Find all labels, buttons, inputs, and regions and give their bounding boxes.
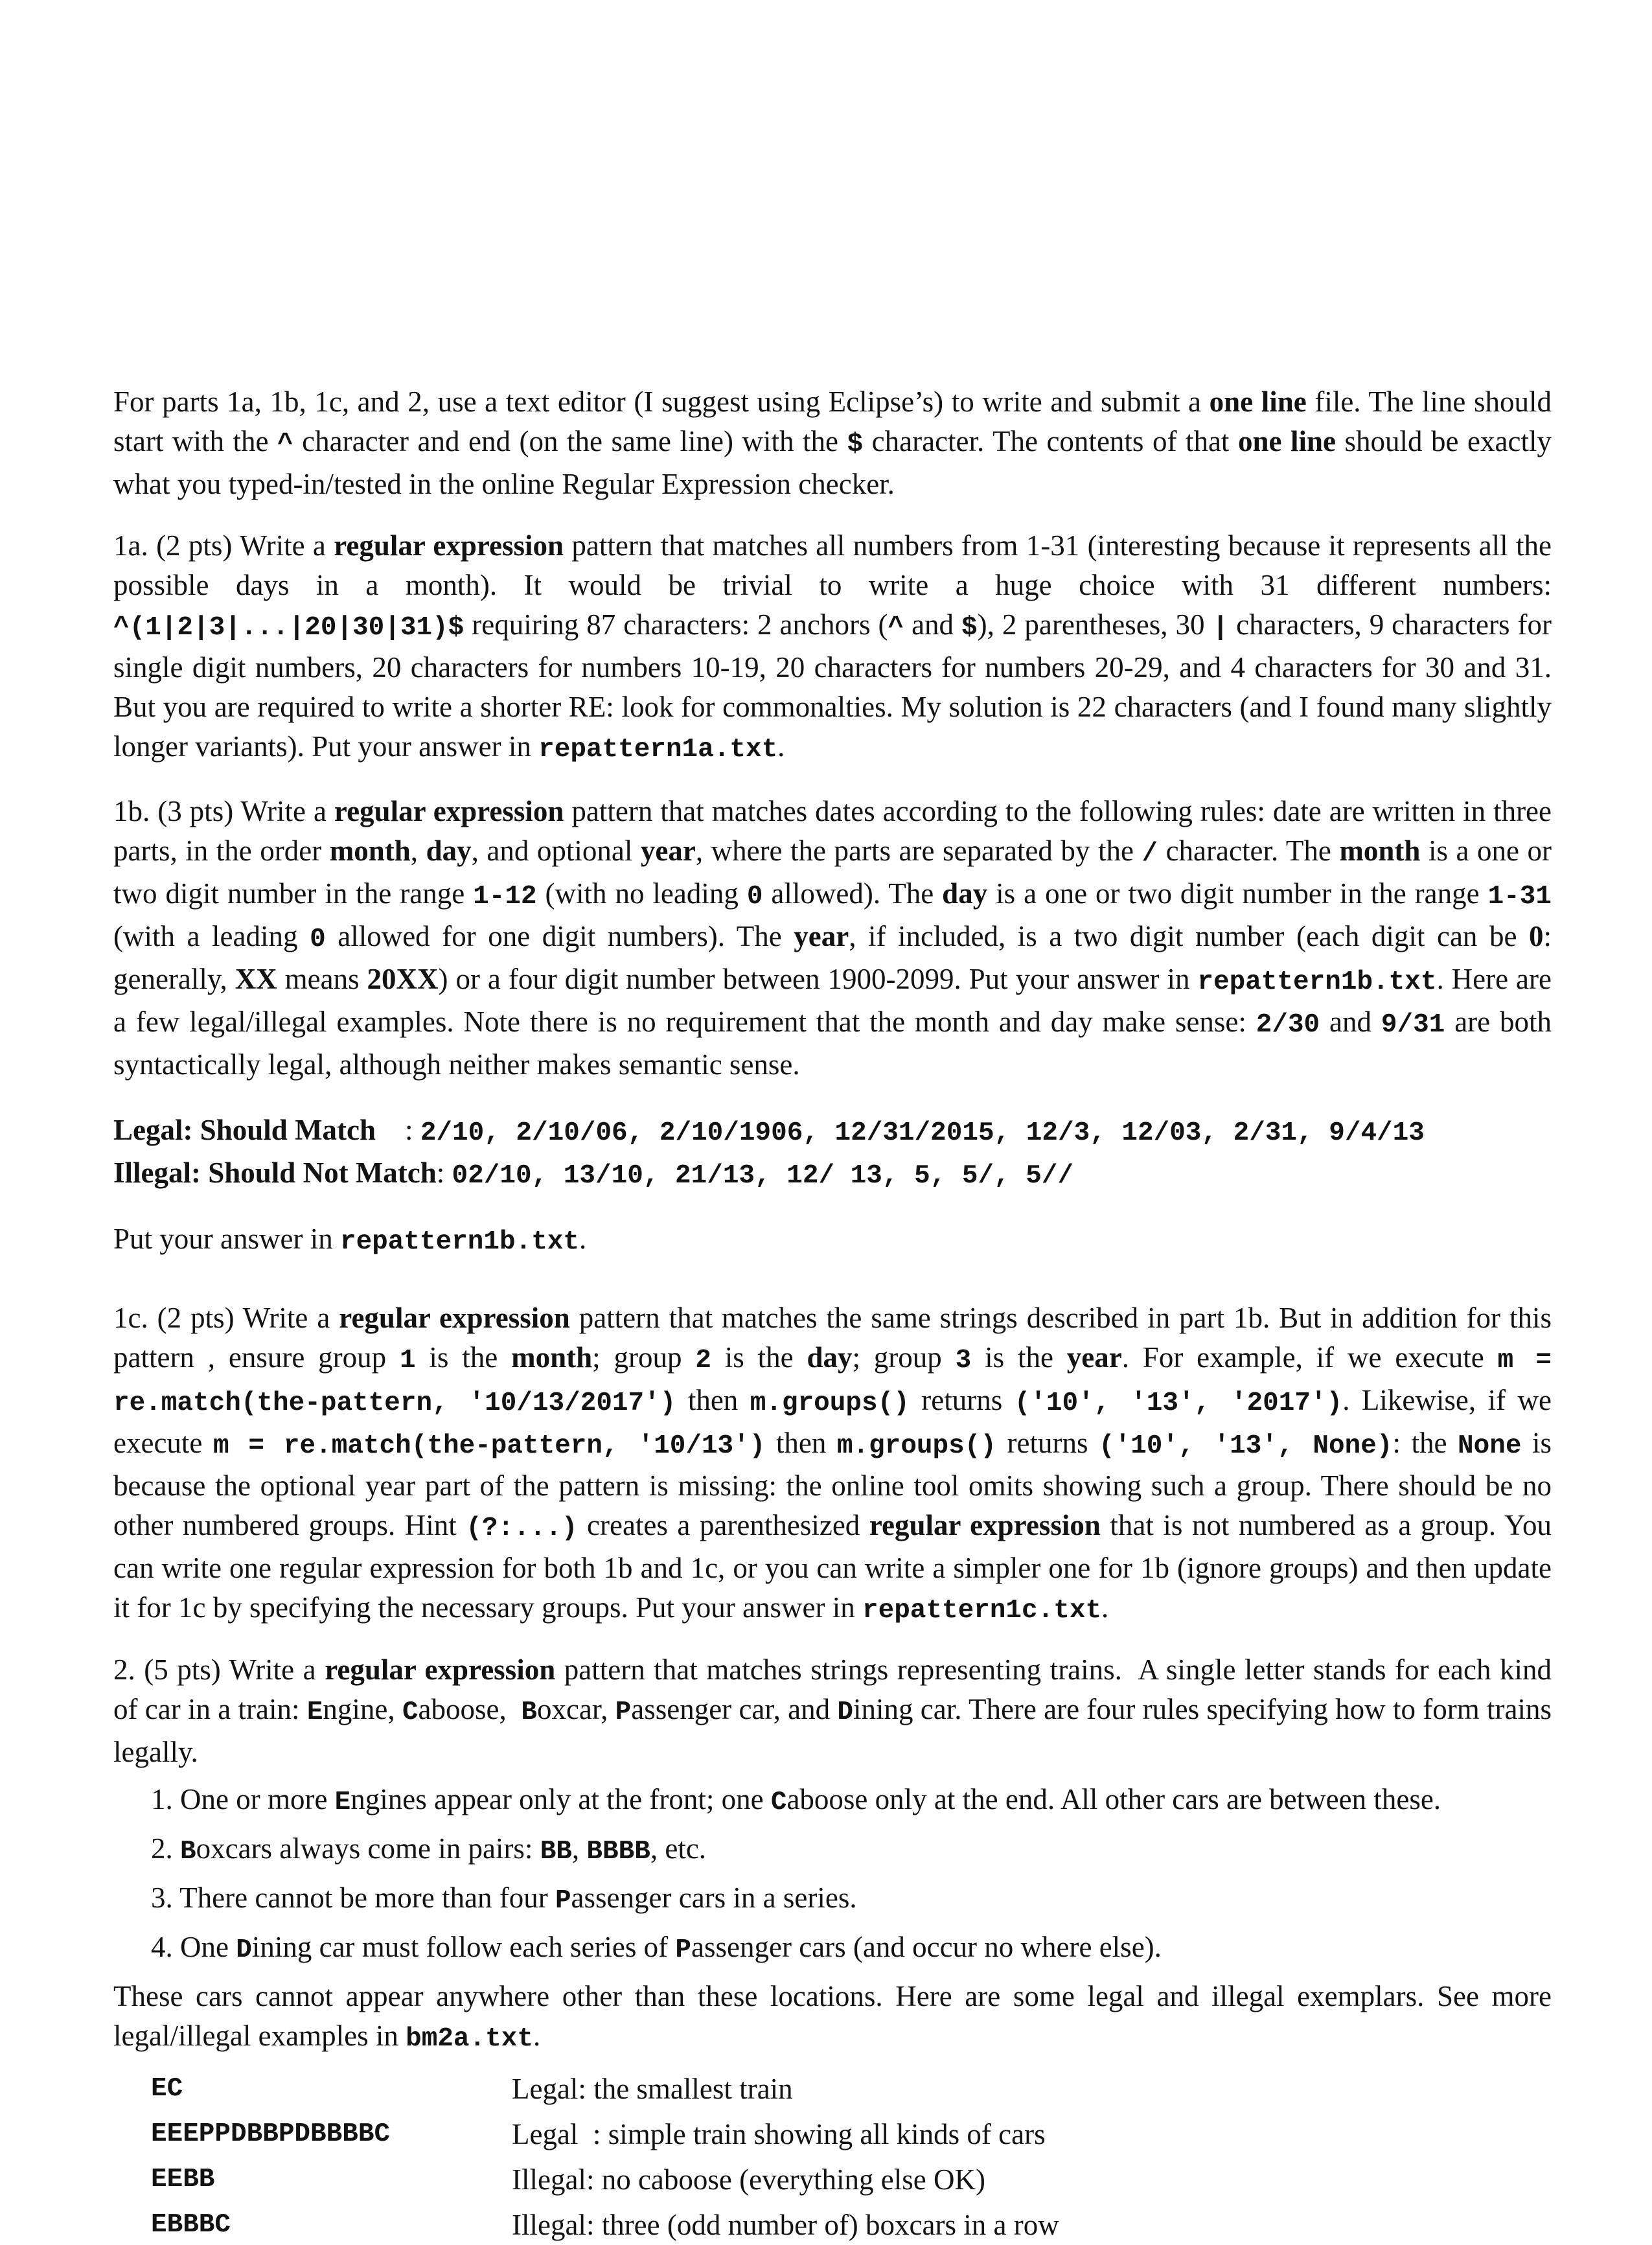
train-rule-4: 4. One Dining car must follow each series of Passenger cars (and occur no where else). <box>151 1931 1162 1965</box>
train-example-row <box>151 2115 1552 2154</box>
train-code: EEBB <box>151 2165 215 2194</box>
put-answer-line: Put your answer in repattern1b.txt. <box>113 1223 587 1257</box>
train-code: EEEPPDBBPDBBBBC <box>151 2119 391 2149</box>
train-code: EBBBC <box>151 2210 231 2240</box>
train-rule-3: 3. There cannot be more than four Passenger cars in a series. <box>151 1882 857 1916</box>
train-example-row <box>151 2160 1552 2200</box>
date-examples-block <box>113 1111 1552 1196</box>
train-example-row <box>151 2205 1552 2245</box>
illegal-should-not-match-line: Illegal: Should Not Match: 02/10, 13/10, 21/13, 12/ 13, 5, 5/, 5// <box>113 1157 1074 1191</box>
train-rules-list <box>113 1780 1552 1970</box>
train-description: Legal: the smallest train <box>512 2073 793 2105</box>
legal-should-match-line: Legal: Should Match : 2/10, 2/10/06, 2/10/1906, 12/31/2015, 12/3, 12/03, 2/31, 9/4/13 <box>113 1114 1425 1148</box>
part-2-paragraph: 2. (5 pts) Write a regular expression pattern that matches strings representing trains. A single letter stands for each kind of car in a train: Engine, Caboose, Boxcar, Passenger car, and Dining car. There are four rules specifying how to form trains legally. <box>113 1653 1559 1768</box>
intro-paragraph: For parts 1a, 1b, 1c, and 2, use a text editor (I suggest using Eclipse’s) to write and submit a one line file. The line should start with the ^ character and end (on the same line) with the $ character. The contents of that one line should be exactly what you typed-in/tested in the online Regular Expression checker. <box>113 386 1559 500</box>
part-1c-paragraph: 1c. (2 pts) Write a regular expression pattern that matches the same strings described in part 1b. But in addition for this pattern , ensure group 1 is the month; group 2 is the day; group 3 is the year. For example, if we execute m = re.match(the-pattern, '10/13/2017') then m.groups() returns ('10', '13', '2017'). Likewise, if we execute m = re.match(the-pattern, '10/13') then m.groups() returns ('10', '13', None): the None is because the optional year part of the pattern is missing: the online tool omits showing such a group. There should be no other numbered groups. Hint (?:...) creates a parenthesized regular expression that is not numbered as a group. You can write one regular expression for both 1b and 1c, or you can write a simpler one for 1b (ignore groups) and then update it for 1c by specifying the necessary groups. Put your answer in repattern1c.txt. <box>113 1302 1568 1626</box>
train-rule-1: 1. One or more Engines appear only at the front; one Caboose only at the end. All other cars are between these. <box>151 1783 1441 1817</box>
train-code: EC <box>151 2074 183 2104</box>
train-description: Illegal: three (odd number of) boxcars in a row <box>512 2209 1059 2241</box>
part-1a-paragraph: 1a. (2 pts) Write a regular expression pattern that matches all numbers from 1-31 (interesting because it represents all the possible days in a month). It would be trivial to write a huge choice with 31 different numbers: ^(1|2|3|...|20|30|31)$ requiring 87 characters: 2 anchors (^ and $), 2 parentheses, 30 | characters, 9 characters for single digit numbers, 20 characters for numbers 10-19, 20 characters for numbers 20-29, and 4 characters for 30 and 31. But you are required to write a shorter RE: look for commonalties. My solution is 22 characters (and I found many slightly longer variants). Put your answer in repattern1a.txt. <box>113 529 1566 765</box>
closing-paragraph: These cars cannot appear anywhere other than these locations. Here are some legal and illegal exemplars. See more legal/illegal examples in bm2a.txt. <box>113 1980 1559 2054</box>
train-description: Legal : simple train showing all kinds of cars <box>512 2118 1046 2150</box>
part-1b-paragraph: 1b. (3 pts) Write a regular expression pattern that matches dates according to the following rules: date are written in three parts, in the order month, day, and optional year, where the parts are separated by the / character. The month is a one or two digit number in the range 1-12 (with no leading 0 allowed). The day is a one or two digit number in the range 1-31 (with a leading 0 allowed for one digit numbers). The year, if included, is a two digit number (each digit can be 0: generally, XX means 20XX) or a four digit number between 1900-2099. Put your answer in repattern1b.txt. Here are a few legal/illegal examples. Note there is no requirement that the month and day make sense: 2/30 and 9/31 are both syntactically legal, although neither makes semantic sense. <box>113 795 1559 1081</box>
train-examples-table <box>113 2069 1552 2245</box>
train-rule-2: 2. Boxcars always come in pairs: BB, BBBB, etc. <box>151 1832 707 1867</box>
train-description: Illegal: no caboose (everything else OK) <box>512 2163 985 2196</box>
train-example-row <box>151 2069 1552 2109</box>
